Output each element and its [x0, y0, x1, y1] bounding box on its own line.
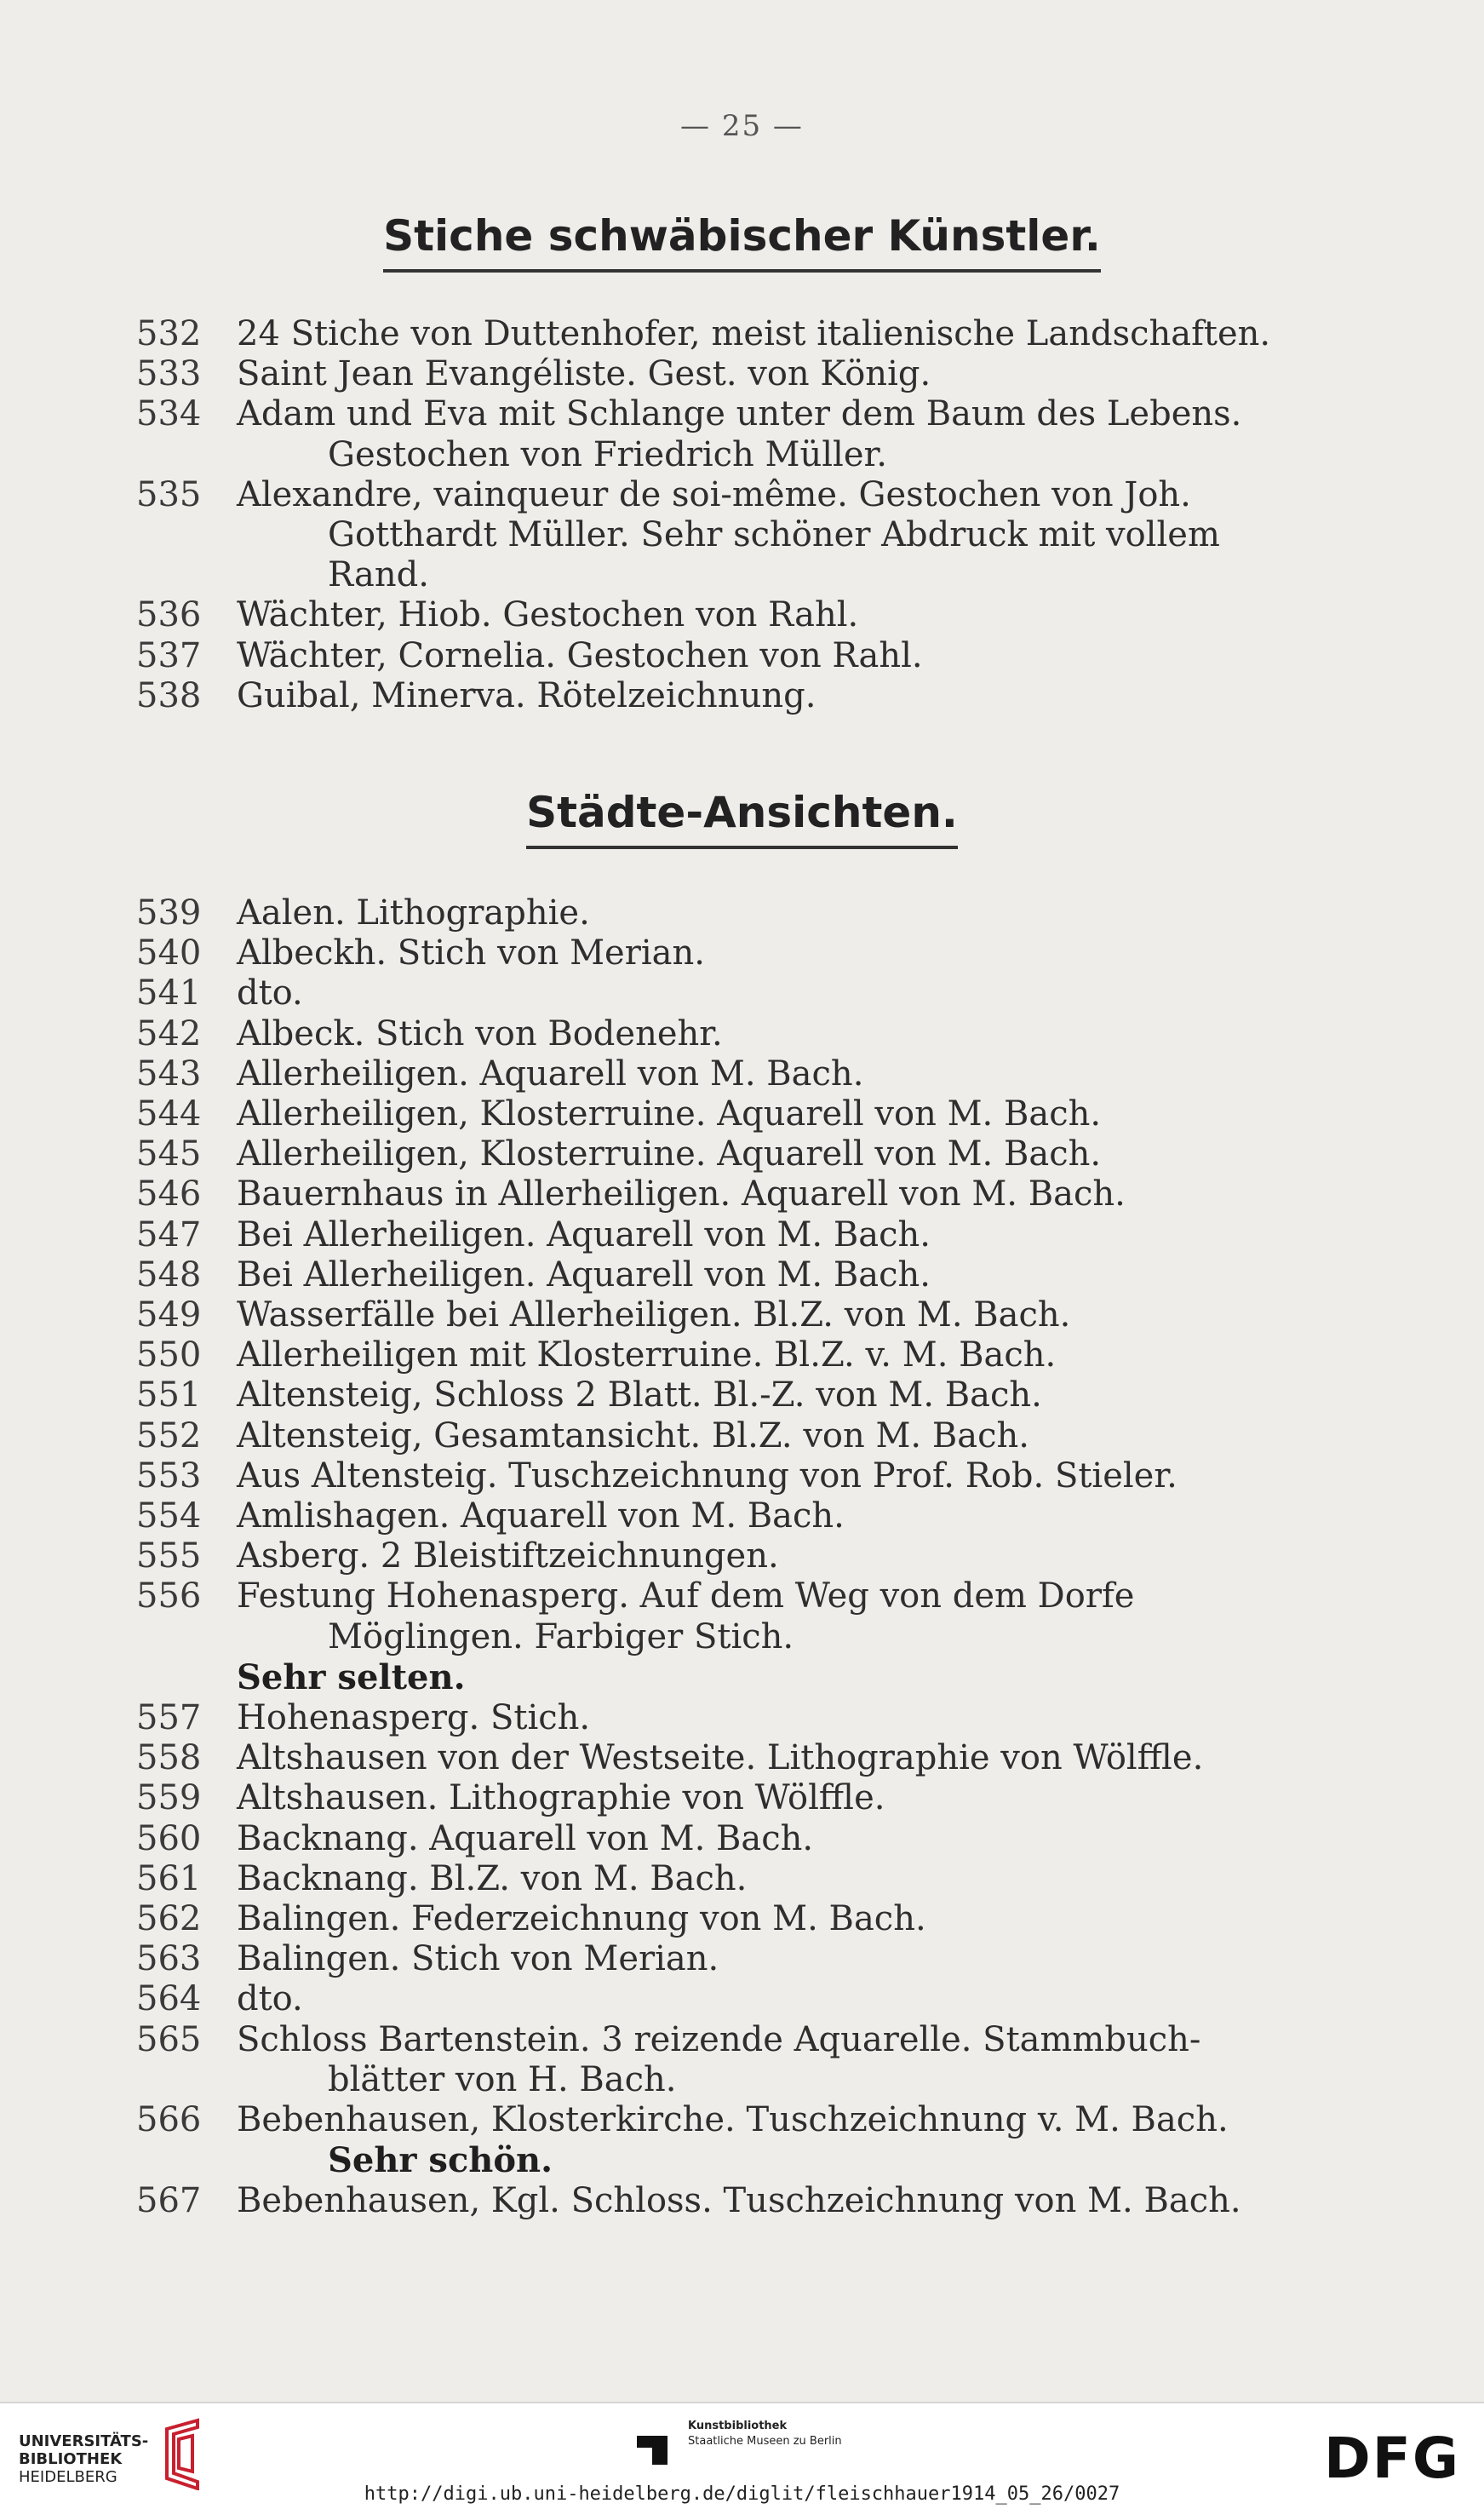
entry-line: Altensteig, Gesamtansicht. Bl.Z. von M. Bach. — [237, 1415, 1029, 1455]
kunstbibliothek-logo-icon[interactable] — [633, 2422, 678, 2466]
entry-description — [237, 1295, 1294, 1335]
entry-description — [237, 1778, 1294, 1818]
entry-line: Saint Jean Evangéliste. Gest. von König. — [237, 354, 931, 394]
entry-description — [237, 1738, 1294, 1778]
entry-number: 541 — [136, 973, 202, 1013]
entry-line: Allerheiligen, Klosterruine. Aquarell von M. Bach. — [237, 1094, 1102, 1134]
catalog-entry — [136, 2181, 1294, 2221]
entry-number: 557 — [136, 1698, 202, 1738]
entry-line: Bebenhausen, Kgl. Schloss. Tuschzeichnung von M. Bach. — [237, 2180, 1241, 2220]
entry-number: 545 — [136, 1134, 202, 1174]
entry-line: Aalen. Lithographie. — [237, 893, 590, 933]
catalog-entry — [136, 354, 1294, 394]
entry-highlight: Sehr schön. — [328, 2140, 553, 2181]
entry-list-stiche — [136, 314, 1294, 716]
entry-line: Schloss Bartenstein. 3 reizende Aquarelle. Stammbuch- — [237, 2019, 1201, 2059]
entry-description — [237, 1939, 1294, 1979]
kunstbibliothek-name: Kunstbibliothek — [688, 2420, 788, 2432]
catalog-entry — [136, 1819, 1294, 1859]
entry-description — [237, 1819, 1294, 1859]
catalog-entry — [136, 676, 1294, 716]
entry-number: 559 — [136, 1778, 202, 1818]
catalog-entry — [136, 595, 1294, 635]
catalog-entry — [136, 1215, 1294, 1255]
entry-number: 551 — [136, 1375, 202, 1415]
entry-number: 534 — [136, 394, 202, 434]
entry-description — [237, 354, 1294, 394]
entry-description — [237, 1416, 1294, 1456]
entry-line: Amlishagen. Aquarell von M. Bach. — [237, 1496, 845, 1536]
entry-number: 537 — [136, 635, 202, 675]
entry-description — [237, 595, 1294, 635]
catalog-entry — [136, 1335, 1294, 1375]
entry-number: 567 — [136, 2180, 202, 2220]
library-name-line: HEIDELBERG — [19, 2468, 117, 2486]
entry-number: 548 — [136, 1254, 202, 1295]
catalog-entry — [136, 1778, 1294, 1818]
permalink-url[interactable]: http://digi.ub.uni-heidelberg.de/diglit/fleischhauer1914_05_26/0027 — [364, 2483, 1120, 2505]
entry-description — [237, 1174, 1294, 1214]
catalog-entry — [136, 1134, 1294, 1174]
catalog-entry — [136, 1738, 1294, 1778]
catalog-entry — [136, 1899, 1294, 1939]
entry-description — [237, 1456, 1294, 1496]
entry-description — [237, 1375, 1294, 1415]
entry-number: 558 — [136, 1738, 202, 1778]
entry-line: Hohenasperg. Stich. — [237, 1698, 591, 1738]
entry-line: Guibal, Minerva. Rötelzeichnung. — [237, 675, 816, 715]
digitization-footer — [0, 2402, 1484, 2509]
section-title-text: Städte-Ansichten. — [526, 788, 958, 849]
section-title-stiche — [0, 211, 1484, 273]
entry-number: 555 — [136, 1536, 202, 1576]
entry-line: Balingen. Stich von Merian. — [237, 1939, 719, 1979]
library-mark-icon — [158, 2417, 206, 2490]
entry-description — [237, 1215, 1294, 1255]
entry-description — [237, 1859, 1294, 1899]
section-title-text: Stiche schwäbischer Künstler. — [383, 211, 1101, 273]
entry-number: 546 — [136, 1174, 202, 1214]
entry-line: Wächter, Hiob. Gestochen von Rahl. — [237, 595, 859, 635]
entry-description — [237, 2100, 1294, 2180]
entry-line: Wasserfälle bei Allerheiligen. Bl.Z. von M. Bach. — [237, 1295, 1071, 1335]
entry-description — [237, 1576, 1294, 1698]
entry-line: Festung Hohenasperg. Auf dem Weg von dem Dorfe — [237, 1576, 1135, 1616]
entry-description — [237, 1134, 1294, 1174]
entry-line: blätter von H. Bach. — [328, 2059, 677, 2099]
catalog-entry — [136, 1014, 1294, 1054]
catalog-entry — [136, 1416, 1294, 1456]
catalog-entry — [136, 1979, 1294, 2019]
catalog-entry — [136, 1496, 1294, 1536]
entry-number: 535 — [136, 474, 202, 514]
catalog-entry — [136, 1054, 1294, 1094]
entry-number: 566 — [136, 2100, 202, 2140]
entry-line: 24 Stiche von Duttenhofer, meist italienische Landschaften. — [237, 314, 1271, 353]
catalog-entry — [136, 1859, 1294, 1899]
catalog-entry — [136, 1939, 1294, 1979]
entry-description — [237, 475, 1294, 596]
section-title-staedte — [0, 788, 1484, 849]
entry-number: 565 — [136, 2019, 202, 2059]
entry-line: Altshausen von der Westseite. Lithographie von Wölffle. — [237, 1738, 1204, 1778]
entry-description — [237, 1335, 1294, 1375]
catalog-entry — [136, 2100, 1294, 2180]
entry-line: Adam und Eva mit Schlange unter dem Baum des Lebens. — [237, 394, 1242, 434]
entry-description — [237, 2020, 1294, 2100]
entry-highlight: Sehr selten. — [237, 1656, 466, 1697]
entry-description — [237, 314, 1294, 354]
entry-description — [237, 1014, 1294, 1054]
entry-description — [237, 1698, 1294, 1738]
entry-number: 553 — [136, 1455, 202, 1496]
entry-description — [237, 394, 1294, 474]
catalog-entry — [136, 1255, 1294, 1295]
entry-line: Bei Allerheiligen. Aquarell von M. Bach. — [237, 1254, 931, 1295]
entry-list-staedte — [136, 893, 1294, 2221]
catalog-entry — [136, 1375, 1294, 1415]
entry-number: 543 — [136, 1054, 202, 1094]
entry-line: Altensteig, Schloss 2 Blatt. Bl.-Z. von M. Bach. — [237, 1375, 1042, 1415]
entry-description — [237, 1979, 1294, 2019]
entry-description — [237, 973, 1294, 1013]
entry-line: dto. — [237, 973, 303, 1013]
entry-number: 550 — [136, 1335, 202, 1375]
catalog-entry — [136, 1456, 1294, 1496]
entry-line: Rand. — [328, 555, 429, 595]
entry-number: 556 — [136, 1576, 202, 1616]
entry-line: Bei Allerheiligen. Aquarell von M. Bach. — [237, 1214, 931, 1254]
entry-number: 564 — [136, 1979, 202, 2019]
entry-line: Backnang. Bl.Z. von M. Bach. — [237, 1858, 748, 1898]
entry-number: 547 — [136, 1214, 202, 1254]
catalog-entry — [136, 475, 1294, 596]
entry-description — [237, 2181, 1294, 2221]
entry-line: Allerheiligen. Aquarell von M. Bach. — [237, 1054, 864, 1094]
catalog-entry — [136, 1536, 1294, 1576]
entry-number: 544 — [136, 1094, 202, 1134]
entry-line: Gestochen von Friedrich Müller. — [328, 434, 887, 474]
entry-line: Gotthardt Müller. Sehr schöner Abdruck mit vollem — [328, 515, 1220, 555]
page-number: — 25 — — [680, 109, 804, 143]
catalog-entry — [136, 933, 1294, 973]
entry-description — [237, 1054, 1294, 1094]
entry-number: 536 — [136, 595, 202, 635]
catalog-entry — [136, 1698, 1294, 1738]
dfg-logo[interactable]: DFG — [1323, 2426, 1460, 2491]
entry-number: 562 — [136, 1899, 202, 1939]
entry-number: 532 — [136, 314, 202, 353]
library-name-line: UNIVERSITÄTS- — [19, 2432, 149, 2450]
entry-description — [237, 1899, 1294, 1939]
entry-line: Balingen. Federzeichnung von M. Bach. — [237, 1899, 926, 1939]
entry-description — [237, 676, 1294, 716]
entry-description — [237, 636, 1294, 676]
entry-description — [237, 933, 1294, 973]
heidelberg-library-logo[interactable] — [19, 2432, 148, 2486]
entry-line: Bauernhaus in Allerheiligen. Aquarell von M. Bach. — [237, 1174, 1126, 1214]
catalog-entry — [136, 893, 1294, 933]
entry-number: 533 — [136, 354, 202, 394]
entry-line: Aus Altensteig. Tuschzeichnung von Prof. Rob. Stieler. — [237, 1455, 1177, 1496]
entry-number: 563 — [136, 1939, 202, 1979]
entry-line: Wächter, Cornelia. Gestochen von Rahl. — [237, 635, 923, 675]
entry-number: 554 — [136, 1496, 202, 1536]
entry-line: Alexandre, vainqueur de soi-même. Gestochen von Joh. — [237, 474, 1191, 514]
entry-line: Albeck. Stich von Bodenehr. — [237, 1013, 723, 1054]
catalog-entry — [136, 314, 1294, 354]
entry-number: 552 — [136, 1415, 202, 1455]
entry-line: Bebenhausen, Klosterkirche. Tuschzeichnung v. M. Bach. — [237, 2100, 1229, 2140]
entry-number: 542 — [136, 1013, 202, 1054]
catalog-entry — [136, 1295, 1294, 1335]
entry-line: Albeckh. Stich von Merian. — [237, 933, 705, 973]
entry-number: 561 — [136, 1858, 202, 1898]
library-name-line: BIBLIOTHEK — [19, 2450, 123, 2468]
entry-number: 549 — [136, 1295, 202, 1335]
entry-description — [237, 893, 1294, 933]
entry-number: 539 — [136, 893, 202, 933]
catalog-entry — [136, 1094, 1294, 1134]
entry-line: dto. — [237, 1979, 303, 2019]
entry-description — [237, 1255, 1294, 1295]
entry-number: 538 — [136, 675, 202, 715]
entry-line: Asberg. 2 Bleistiftzeichnungen. — [237, 1536, 779, 1576]
entry-line: Möglingen. Farbiger Stich. — [328, 1616, 794, 1656]
entry-number: 560 — [136, 1818, 202, 1858]
catalog-entry — [136, 2020, 1294, 2100]
catalog-entry — [136, 973, 1294, 1013]
entry-description — [237, 1536, 1294, 1576]
entry-description — [237, 1094, 1294, 1134]
entry-description — [237, 1496, 1294, 1536]
entry-number: 540 — [136, 933, 202, 973]
entry-line: Altshausen. Lithographie von Wölffle. — [237, 1778, 885, 1818]
kunstbibliothek-subtitle: Staatliche Museen zu Berlin — [688, 2435, 842, 2448]
entry-line: Allerheiligen mit Klosterruine. Bl.Z. v. M. Bach. — [237, 1335, 1057, 1375]
entry-line: Allerheiligen, Klosterruine. Aquarell von M. Bach. — [237, 1134, 1102, 1174]
catalog-entry — [136, 1576, 1294, 1698]
catalog-entry — [136, 1174, 1294, 1214]
kunstbibliothek-label — [688, 2419, 842, 2449]
catalog-entry — [136, 636, 1294, 676]
entry-line: Backnang. Aquarell von M. Bach. — [237, 1818, 814, 1858]
catalog-entry — [136, 394, 1294, 474]
